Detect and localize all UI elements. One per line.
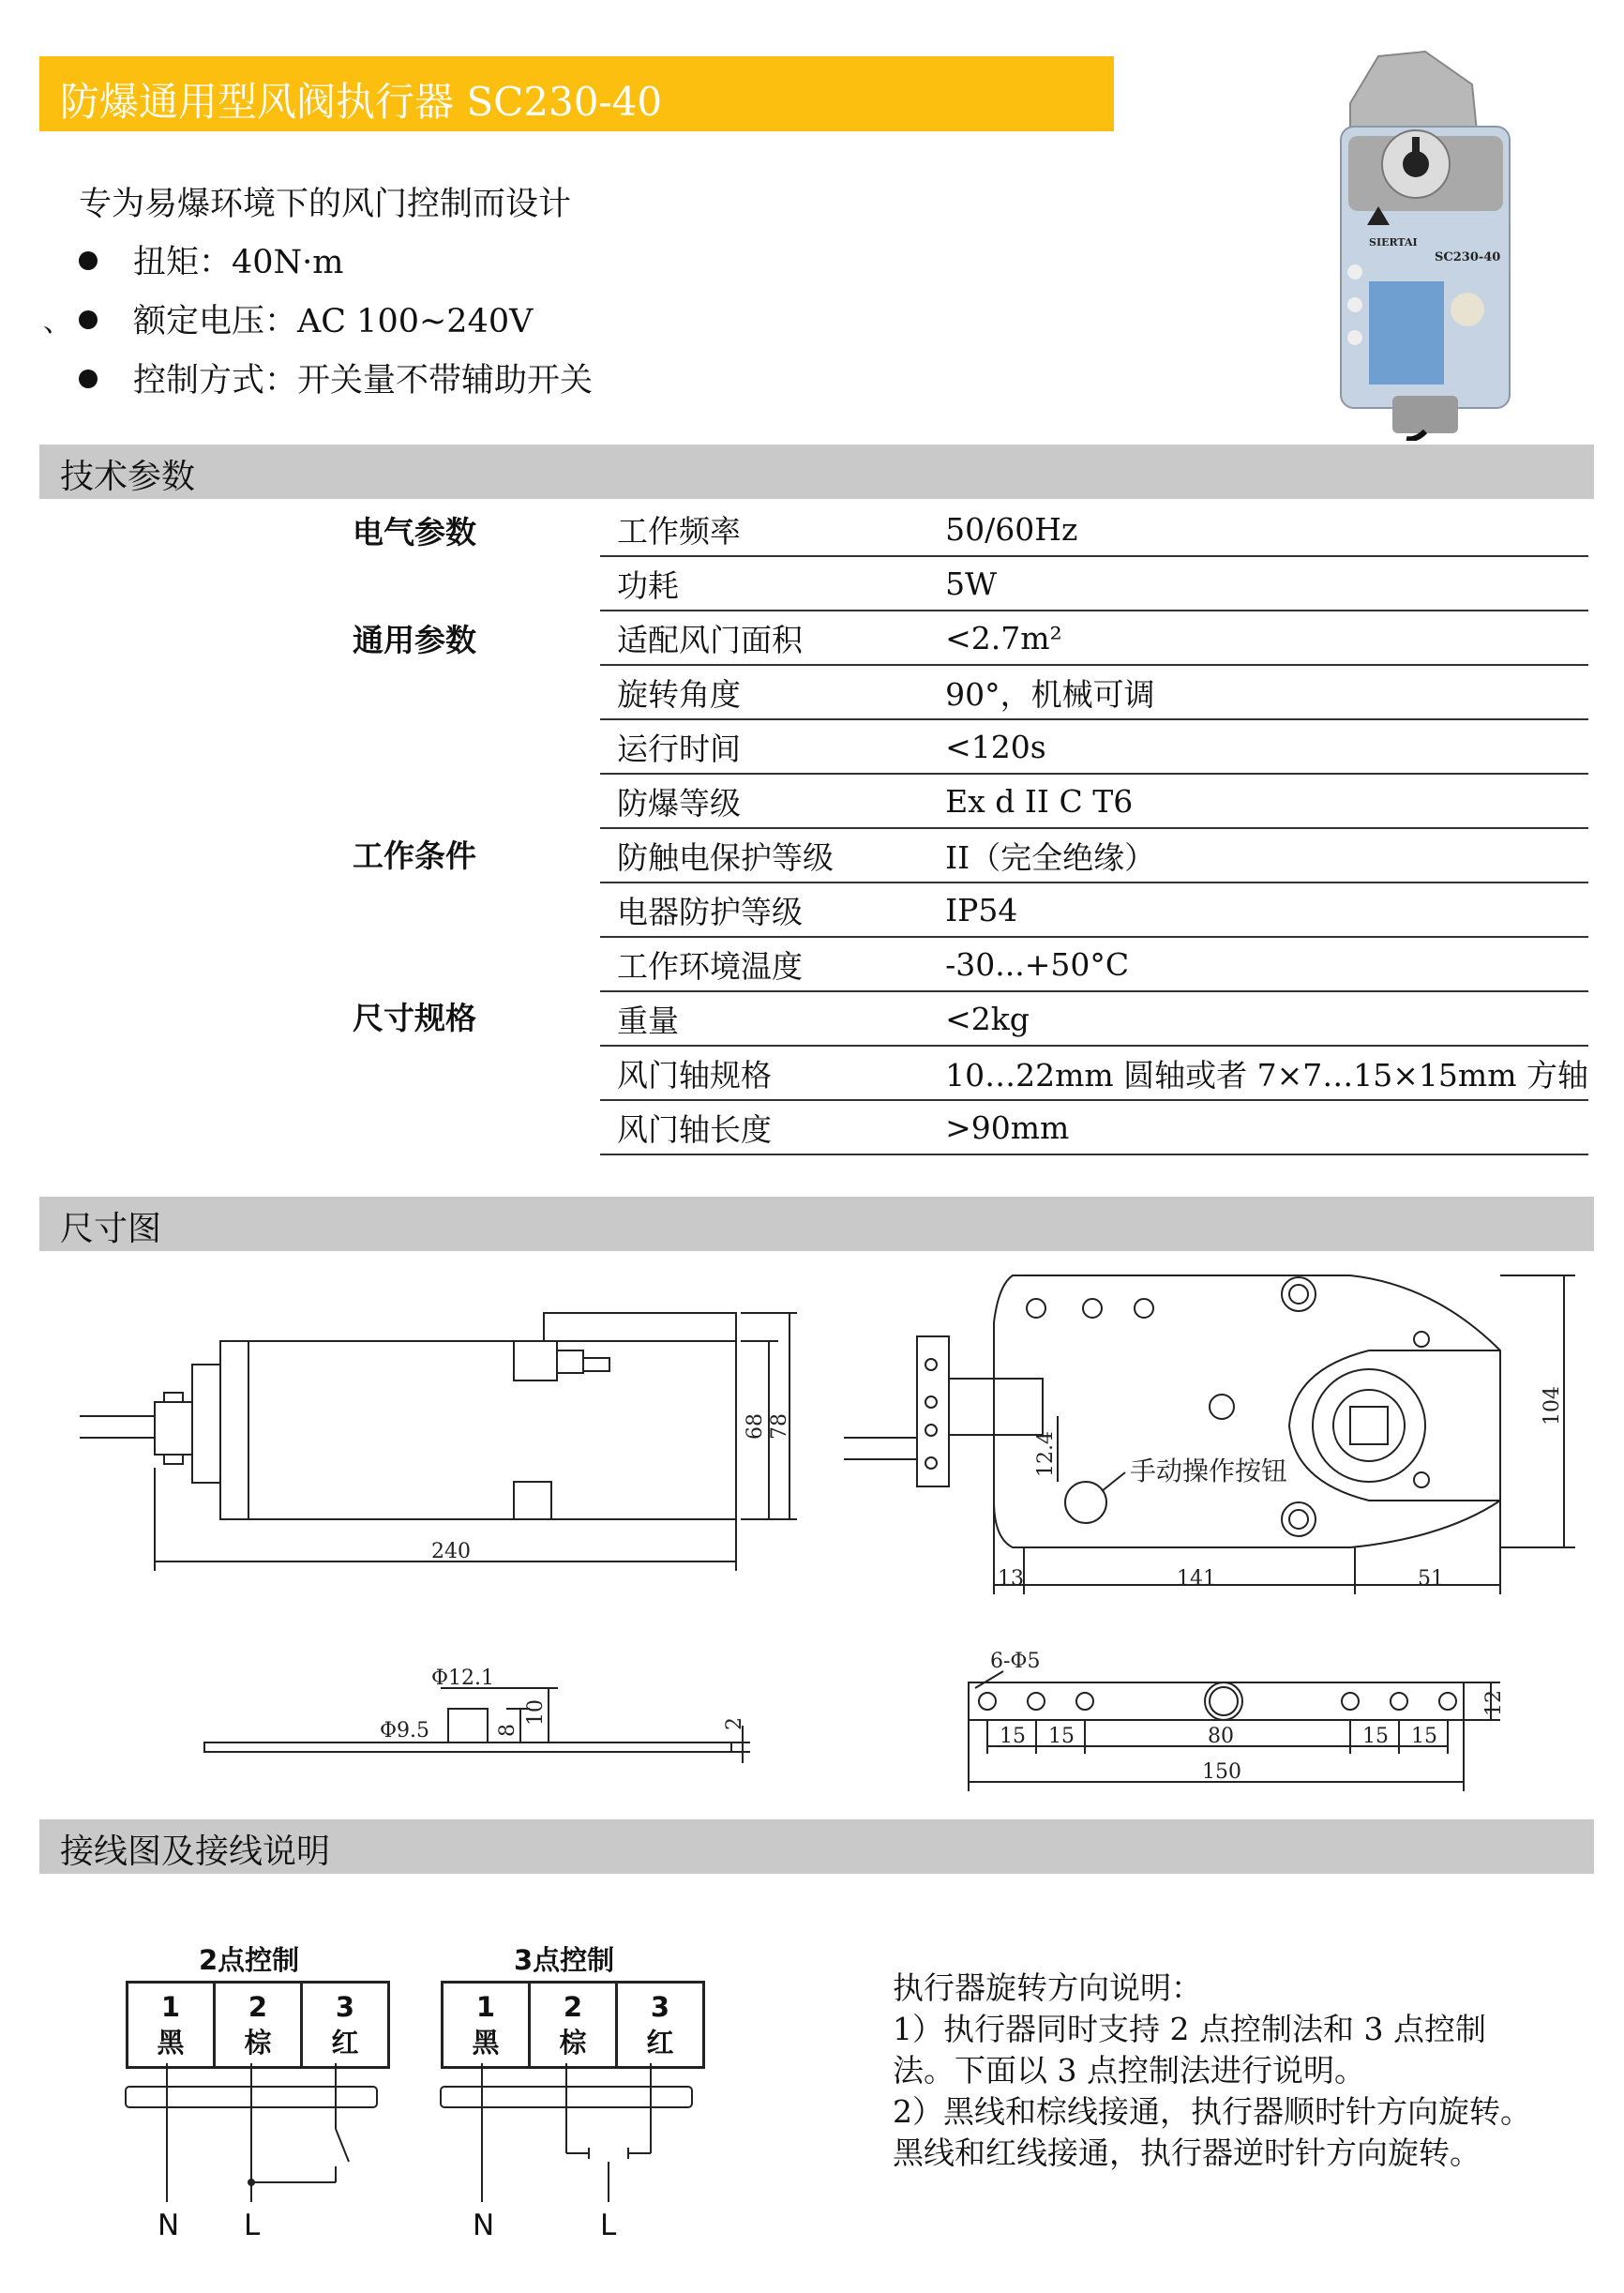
description-p2: 2）黑线和棕线接通，执行器顺时针方向旋转。黑线和红线接通，执行器逆时针方向旋转。: [893, 2093, 1531, 2171]
terminal-2: 2 棕: [215, 1983, 302, 2068]
wiring-2point-terminals: [126, 1981, 390, 2069]
wiring-2point-n: N: [158, 2209, 180, 2242]
section-title-wiring: 接线图及接线说明: [60, 1833, 331, 1871]
dim-clamp-d1: Φ12.1: [431, 1667, 495, 1690]
table-row: 适配风门面积 <2.7m²: [600, 611, 1588, 665]
wiring-3point-lines: [441, 2063, 692, 2202]
dim-plate-s1: 15: [1000, 1725, 1026, 1748]
wiring-3point-terminals: [441, 1981, 705, 2069]
table-row: 防爆等级 Ex d II C T6: [600, 774, 1588, 828]
table-row: 重量 <2kg: [600, 991, 1588, 1046]
manual-button-label: 手动操作按钮: [1130, 1456, 1288, 1486]
group-general: 通用参数: [353, 622, 476, 658]
dim-side-h2: 78: [768, 1413, 791, 1440]
clamp-drawing: [204, 1688, 750, 1763]
section-title-specs: 技术参数: [60, 458, 196, 496]
dim-plate-s4: 15: [1411, 1725, 1437, 1748]
side-view-drawing: [80, 1275, 1575, 1594]
terminal-2: 2 棕: [530, 1983, 617, 2068]
group-dimensions: 尺寸规格: [353, 1000, 476, 1036]
description-title: 执行器旋转方向说明：: [893, 1969, 1202, 2006]
dim-plate-total: 150: [1202, 1760, 1241, 1784]
wiring-2point-l: L: [244, 2209, 261, 2242]
tagline: 专为易爆环境下的风门控制而设计: [79, 186, 572, 223]
dim-side-h1: 68: [744, 1413, 767, 1440]
wiring-3point-l: L: [600, 2209, 617, 2242]
table-row: 风门轴长度 >90mm: [600, 1100, 1588, 1154]
rotation-description: [893, 1968, 1540, 2174]
dim-side-length: 240: [431, 1540, 471, 1563]
dim-front-offset: 12.4: [1034, 1431, 1058, 1477]
dim-front-141: 141: [1177, 1567, 1216, 1591]
bullet-control: 控制方式：开关量不带辅助开关: [79, 355, 593, 401]
table-row: 功耗 5W: [600, 556, 1588, 611]
dim-plate-s3: 15: [1362, 1725, 1389, 1748]
terminal-3: 3 红: [302, 1983, 389, 2068]
wiring-2point-title: 2点控制: [199, 1944, 300, 1976]
description-p1: 1）执行器同时支持 2 点控制法和 3 点控制法。下面以 3 点控制法进行说明。: [893, 2011, 1486, 2089]
page-title: 防爆通用型风阀执行器 SC230-40: [60, 79, 663, 125]
dim-plate-mid: 80: [1208, 1725, 1234, 1748]
terminal-3: 3 红: [617, 1983, 704, 2068]
table-row: 运行时间 <120s: [600, 719, 1588, 774]
section-title-dimensions: 尺寸图: [60, 1210, 162, 1248]
wiring-3point-title: 3点控制: [514, 1944, 615, 1976]
bullet-voltage: 额定电压：AC 100~240V: [79, 295, 533, 342]
dim-clamp-d2: Φ9.5: [380, 1719, 430, 1742]
wiring-3point-n: N: [473, 2209, 495, 2242]
dim-front-51: 51: [1418, 1567, 1444, 1591]
dim-clamp-h2: 8: [496, 1724, 519, 1737]
table-row: 工作环境温度 -30...+50°C: [600, 937, 1588, 991]
table-row: 工作频率 50/60Hz: [600, 503, 1588, 556]
wiring-2point-lines: [126, 2063, 377, 2202]
table-row: 旋转角度 90°，机械可调: [600, 665, 1588, 719]
table-row: 防触电保护等级 II（完全绝缘）: [600, 828, 1588, 883]
terminal-1: 1 黑: [443, 1983, 530, 2068]
product-brand: SIERTAI: [1369, 236, 1418, 249]
table-row: 风门轴规格 10…22mm 圆轴或者 7×7…15×15mm 方轴: [600, 1046, 1588, 1100]
dim-front-13: 13: [998, 1567, 1024, 1591]
group-electrical: 电气参数: [353, 514, 476, 551]
stray-mark: 、: [43, 306, 71, 339]
group-conditions: 工作条件: [353, 837, 476, 874]
terminal-1: 1 黑: [128, 1983, 215, 2068]
bullet-torque: 扭矩：40N·m: [79, 236, 343, 283]
dim-plate-holes: 6-Φ5: [990, 1650, 1041, 1673]
dim-clamp-h1: 10: [524, 1699, 548, 1726]
table-row: 电器防护等级 IP54: [600, 883, 1588, 937]
dim-clamp-t: 2: [723, 1717, 746, 1730]
dim-front-height: 104: [1541, 1386, 1564, 1426]
product-model: SC230-40: [1435, 250, 1501, 264]
dim-plate-s2: 15: [1048, 1725, 1075, 1748]
dim-plate-height: 12: [1482, 1690, 1506, 1716]
